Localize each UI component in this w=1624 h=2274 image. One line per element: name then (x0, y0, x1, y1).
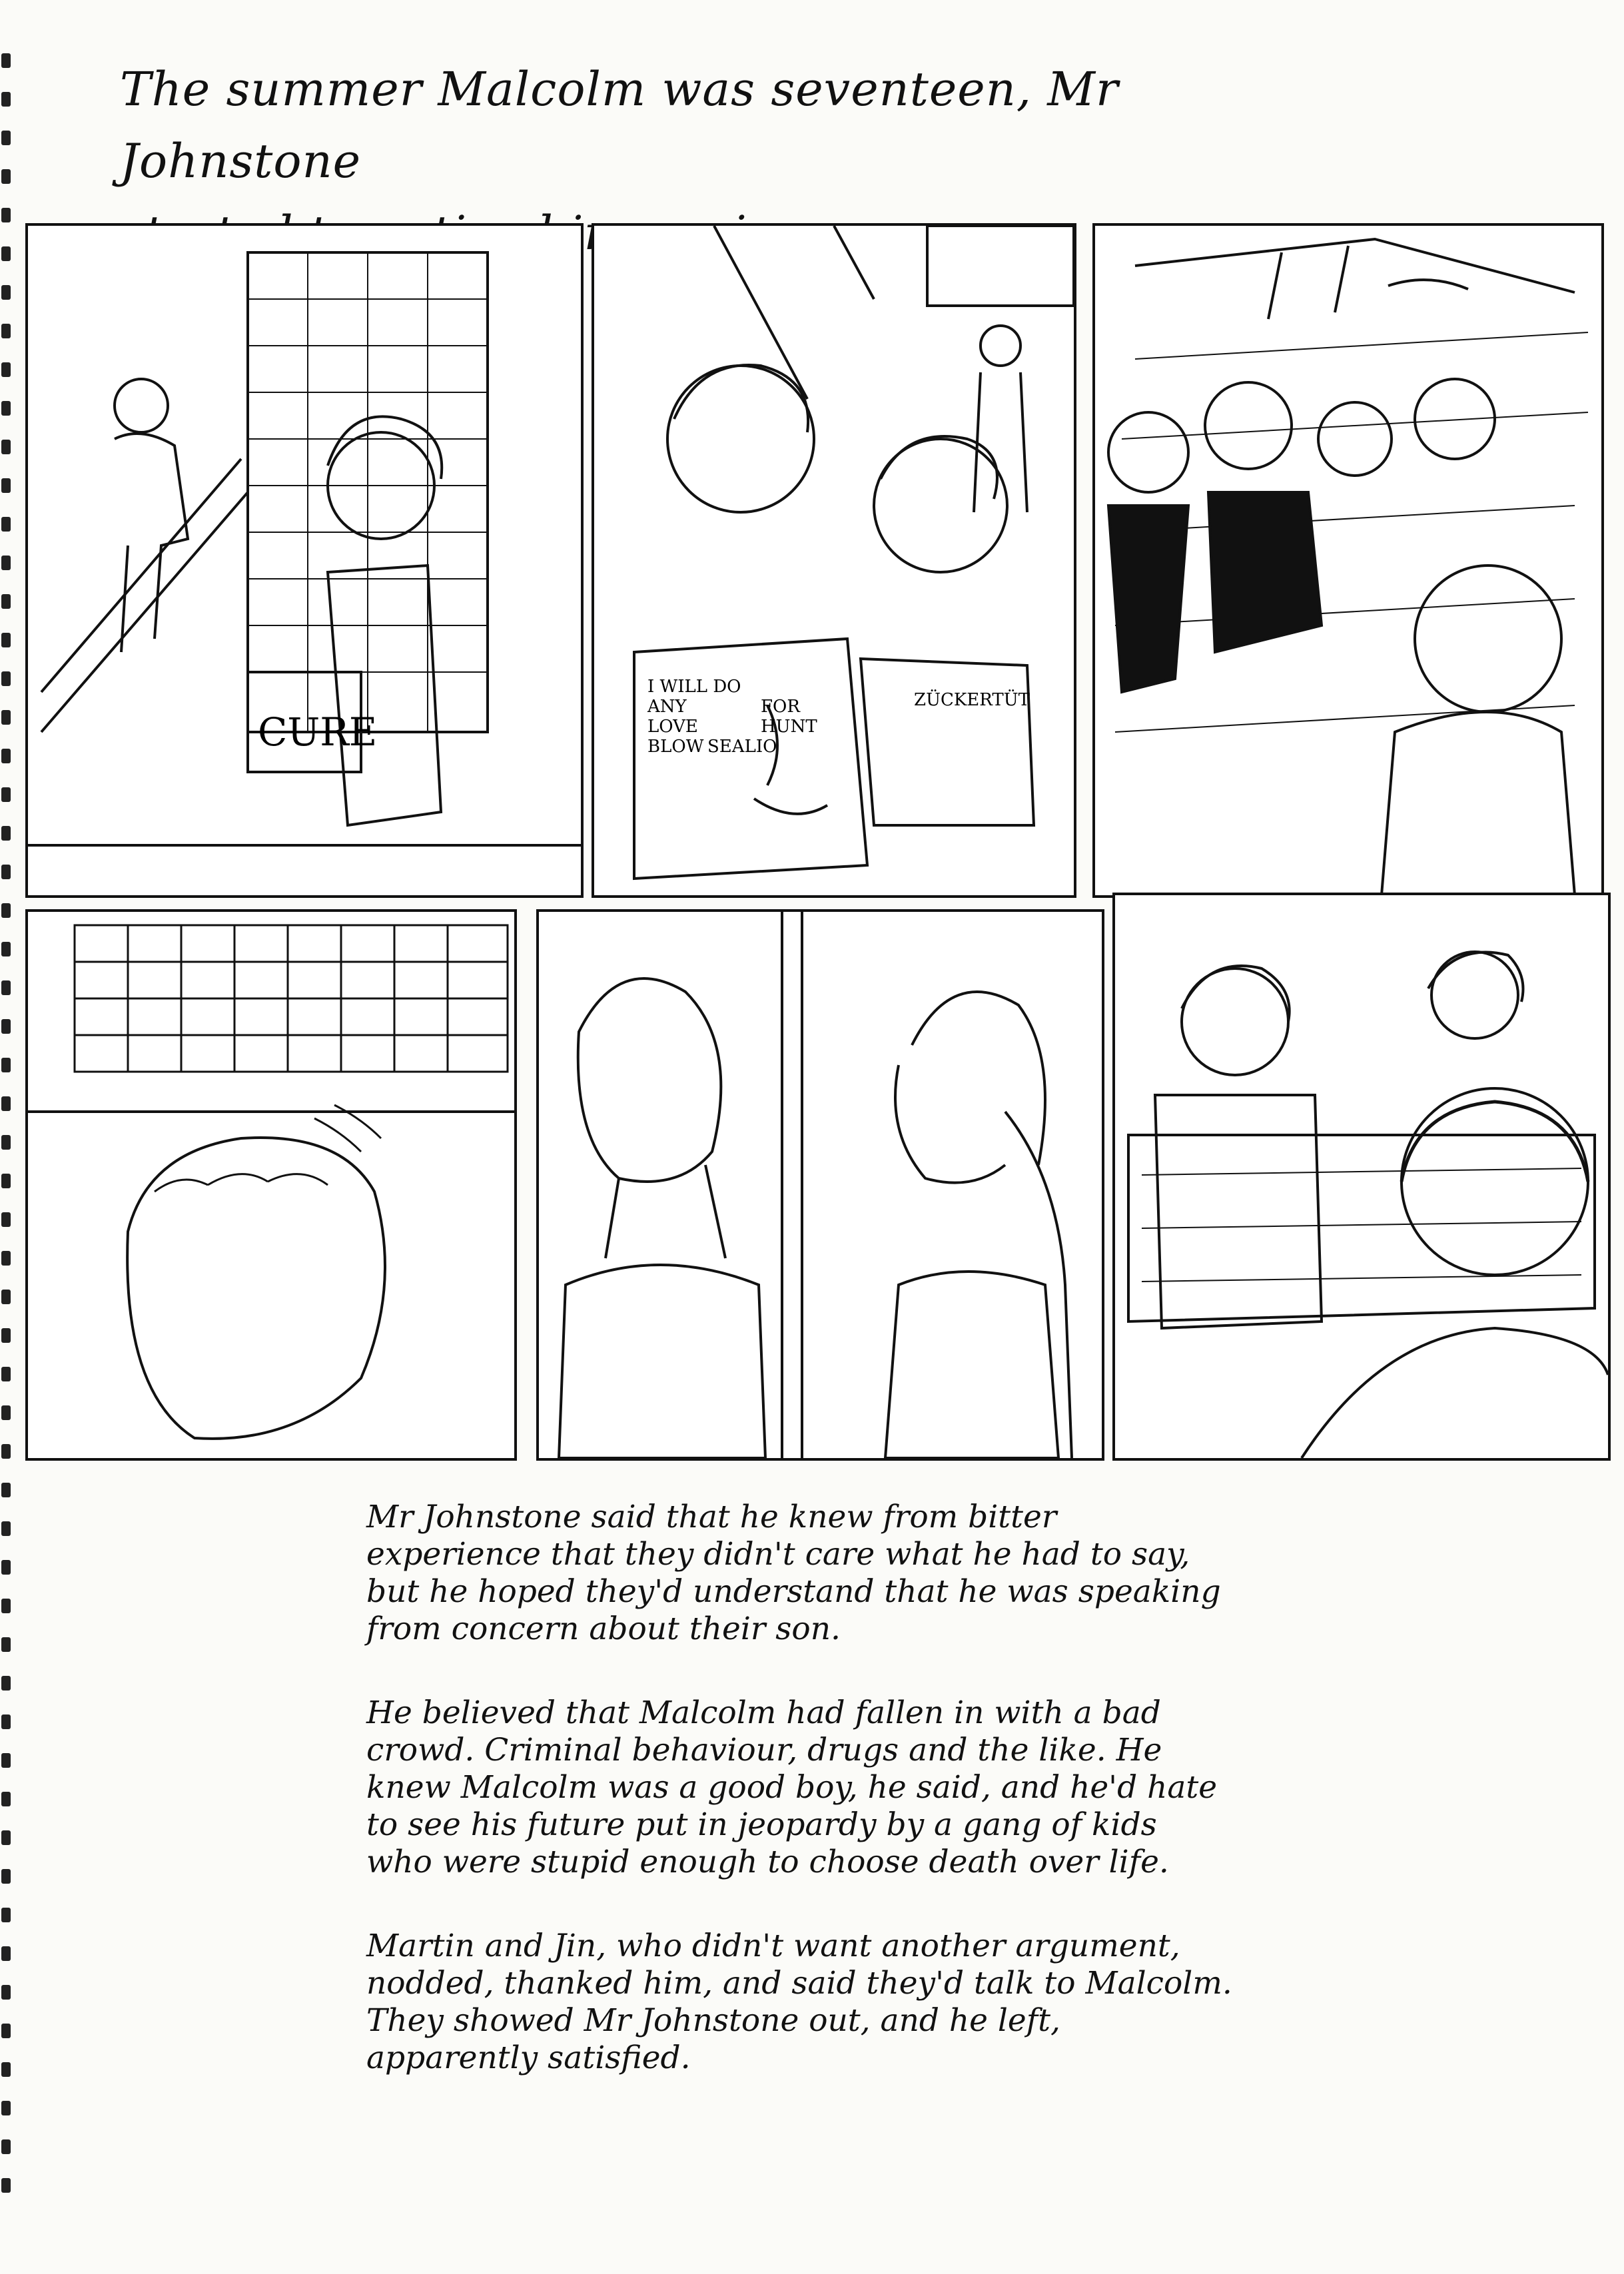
panel-6-parents (1112, 893, 1611, 1461)
panel-4-art (28, 912, 514, 1458)
caption-line-1: The summer Malcolm was seventeen, Mr Johnstone (120, 62, 1119, 189)
narration-paragraph-2: He believed that Malcolm had fallen in with a bad crowd. Criminal behaviour, drugs and the like. He knew Malcolm was a good boy, he said, and he'd hate to see his future put in jeopardy by a gang of kids who were stupid enough to choose death over life. (366, 1695, 1218, 1880)
panel-3-playground (1092, 223, 1604, 898)
shirt-text-7: SEALIO (707, 737, 777, 757)
shirt-text-6: BLOW (647, 737, 704, 757)
panel-6-art (1115, 895, 1608, 1458)
shirt-text-5: HUNT (761, 717, 817, 737)
svg-text:I WILL DO ANY FOR (647, 677, 823, 757)
panel-4-fist-knock (25, 909, 517, 1461)
panel-5-door-confrontation (536, 909, 1104, 1461)
panel-2-art (594, 226, 1074, 895)
panel-5-art (539, 912, 1102, 1458)
shirt-text-2: ANY (647, 697, 687, 717)
spiral-binding (0, 53, 15, 2251)
shirt-text-3: FOR (761, 697, 800, 717)
panel-3-art (1095, 226, 1601, 895)
panel-2-two-teens (592, 223, 1076, 898)
shirt-text-4: LOVE (647, 717, 698, 737)
narration-paragraph-1: Mr Johnstone said that he knew from bitter experience that they didn't care what he had to say, but he hoped they'd understand that he was speaking from concern about their son. (366, 1499, 1221, 1647)
narration-text (366, 1499, 1232, 2123)
zuckertut-shirt-text: ZÜCKERTÜT (914, 690, 1030, 710)
shirt-text-1: I WILL DO (647, 677, 741, 697)
panel-1-street-wall (25, 223, 584, 898)
cure-bag-text: CURE (258, 709, 378, 755)
narration-paragraph-3: Martin and Jin, who didn't want another argument, nodded, thanked him, and said they'd talk to Malcolm. They showed Mr Johnstone out, and he left, apparently satisfied. (366, 1928, 1232, 2076)
panel-1-art (28, 226, 581, 895)
